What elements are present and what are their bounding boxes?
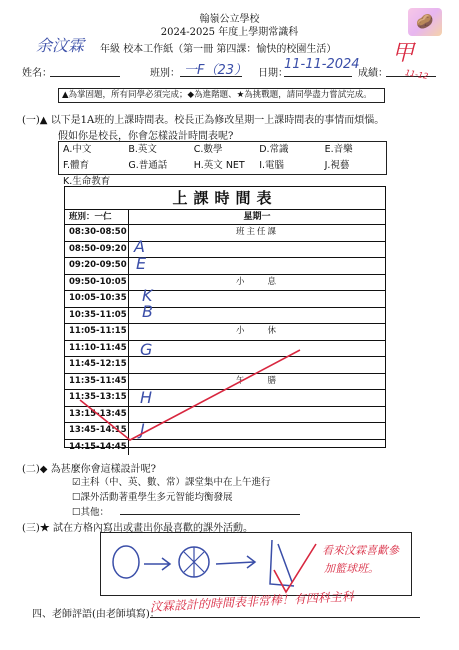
teacher-comment-2: 加籃球班。 — [324, 562, 379, 575]
hand-letter-b: B — [142, 302, 153, 321]
teacher-comment-underline — [150, 617, 420, 618]
period-time: 08:50-09:20 — [65, 242, 129, 258]
timetable-row — [65, 225, 385, 242]
period-time: 11:35-11:45 — [65, 374, 129, 390]
subject-options — [58, 141, 387, 187]
teacher-comment-3: 汶霖設計的時間表非常棒！有四科主科 — [149, 589, 355, 614]
hand-letter-a: A — [134, 237, 145, 256]
class-header: 班別：一仁 — [65, 210, 129, 224]
timetable-row — [65, 275, 385, 292]
grade-prefix: 年級 — [100, 44, 120, 55]
period-time: 10:05-10:35 — [65, 291, 129, 307]
timetable-row — [65, 258, 385, 275]
period-activity — [129, 308, 385, 324]
hand-letter-h: H — [140, 388, 153, 407]
subject-i: I.電腦 — [259, 160, 285, 171]
subject-k: K.生命教育 — [63, 176, 111, 187]
timetable-row — [65, 308, 385, 325]
period-activity: 班主任課 — [235, 227, 278, 237]
name-label: 姓名： — [22, 68, 52, 79]
q2-marker: (二)◆ — [22, 464, 48, 475]
question-2 — [22, 460, 156, 475]
date-underline — [284, 76, 352, 77]
timetable-row — [65, 324, 385, 341]
subject-j: J.視藝 — [324, 160, 350, 171]
question-legend: ▲為掌固題，所有同學必須完成；◆為進階題、★為挑戰題，請同學盡力嘗試完成。 — [58, 88, 385, 103]
hand-name-top: 余汶霖 — [36, 36, 85, 55]
subject-g: G.普通話 — [128, 160, 168, 171]
period-time: 14:15-14:45 — [65, 440, 129, 456]
q1-marker: (一)▲ — [22, 115, 48, 126]
teacher-comment-1: 看來汶霖喜歡參 — [322, 544, 399, 557]
period-time: 11:45-12:15 — [65, 357, 129, 373]
period-activity — [129, 242, 385, 258]
period-activity: 午 膳 — [235, 375, 278, 386]
sticker-icon: 🥔 — [408, 8, 442, 36]
worksheet-title-line — [100, 40, 336, 55]
subject-e: E.音樂 — [324, 144, 353, 155]
period-activity — [129, 291, 385, 307]
q2-option-3[interactable]: ☐其他： — [72, 507, 110, 518]
hand-date: 11-11-2024 — [284, 57, 360, 72]
subject-b: B.英文 — [128, 144, 157, 155]
timetable-row — [65, 242, 385, 259]
q2-option-1[interactable]: ☑主科（中、英、數、常）課堂集中在上午進行 — [72, 477, 271, 488]
subject-title: 2024-2025 年度上學期常識科 — [160, 27, 299, 38]
class-label: 班別： — [150, 68, 180, 79]
timetable-title: 上課時間表 — [65, 187, 385, 210]
q1-text-2: 假如你是校長，你會怎樣設計時間表呢? — [58, 131, 234, 142]
q1-text: 以下是1A班的上課時間表。校長正為修改星期一上課時間表的事情而煩惱。 — [50, 115, 385, 126]
q3-text: 試在方格內寫出或畫出你最喜歡的課外活動。 — [53, 523, 253, 534]
period-time: 13:45-14:15 — [65, 423, 129, 439]
timetable-header — [65, 210, 385, 225]
hand-letter-g: G — [140, 340, 153, 359]
day-header: 星期一 — [243, 212, 271, 222]
worksheet-title: 校本工作紙（第一冊 第四課：愉快的校園生活） — [123, 44, 337, 55]
period-activity: 小 息 — [235, 276, 278, 287]
red-tick-mark — [60, 340, 310, 450]
school-name: 翰嶺公立學校 — [199, 14, 260, 25]
q2-other-underline — [120, 514, 300, 515]
period-activity: 小 休 — [235, 326, 278, 336]
hand-class: 一F（23） — [184, 63, 248, 78]
hand-letter-k: K — [142, 286, 153, 305]
subject-d: D.常識 — [259, 144, 289, 155]
date-label: 日期： — [258, 68, 288, 79]
timetable-row — [65, 291, 385, 308]
period-time: 09:50-10:05 — [65, 275, 129, 291]
period-time: 13:15-13:45 — [65, 407, 129, 423]
subject-a: A.中文 — [63, 144, 92, 155]
q3-marker: (三)★ — [22, 523, 50, 534]
hand-score: 甲 — [392, 41, 415, 66]
q2-text: 為甚麼你會這樣設計呢? — [50, 464, 157, 475]
q2-option-2[interactable]: ☐課外活動著重學生多元智能均衡發展 — [72, 492, 233, 503]
name-underline — [50, 76, 120, 77]
hand-letter-j: J — [140, 420, 145, 439]
subject-f: F.體育 — [63, 160, 89, 171]
question-1 — [22, 111, 384, 126]
period-time: 11:10-11:45 — [65, 341, 129, 357]
subject-h: H.英文 NET — [193, 160, 245, 171]
period-activity — [129, 258, 385, 274]
period-time: 11:35-13:15 — [65, 390, 129, 406]
period-time: 11:05-11:15 — [65, 324, 129, 340]
hand-score-date: 11-12 — [404, 68, 429, 81]
period-time: 08:30-08:50 — [65, 225, 129, 241]
subject-c: C.數學 — [193, 144, 223, 155]
score-label: 成績： — [358, 68, 388, 79]
period-time: 10:35-11:05 — [65, 308, 129, 324]
period-time: 09:20-09:50 — [65, 258, 129, 274]
hand-letter-e: E — [136, 254, 147, 273]
teacher-comment-label: 四、老師評語(由老師填寫)： — [32, 609, 160, 620]
